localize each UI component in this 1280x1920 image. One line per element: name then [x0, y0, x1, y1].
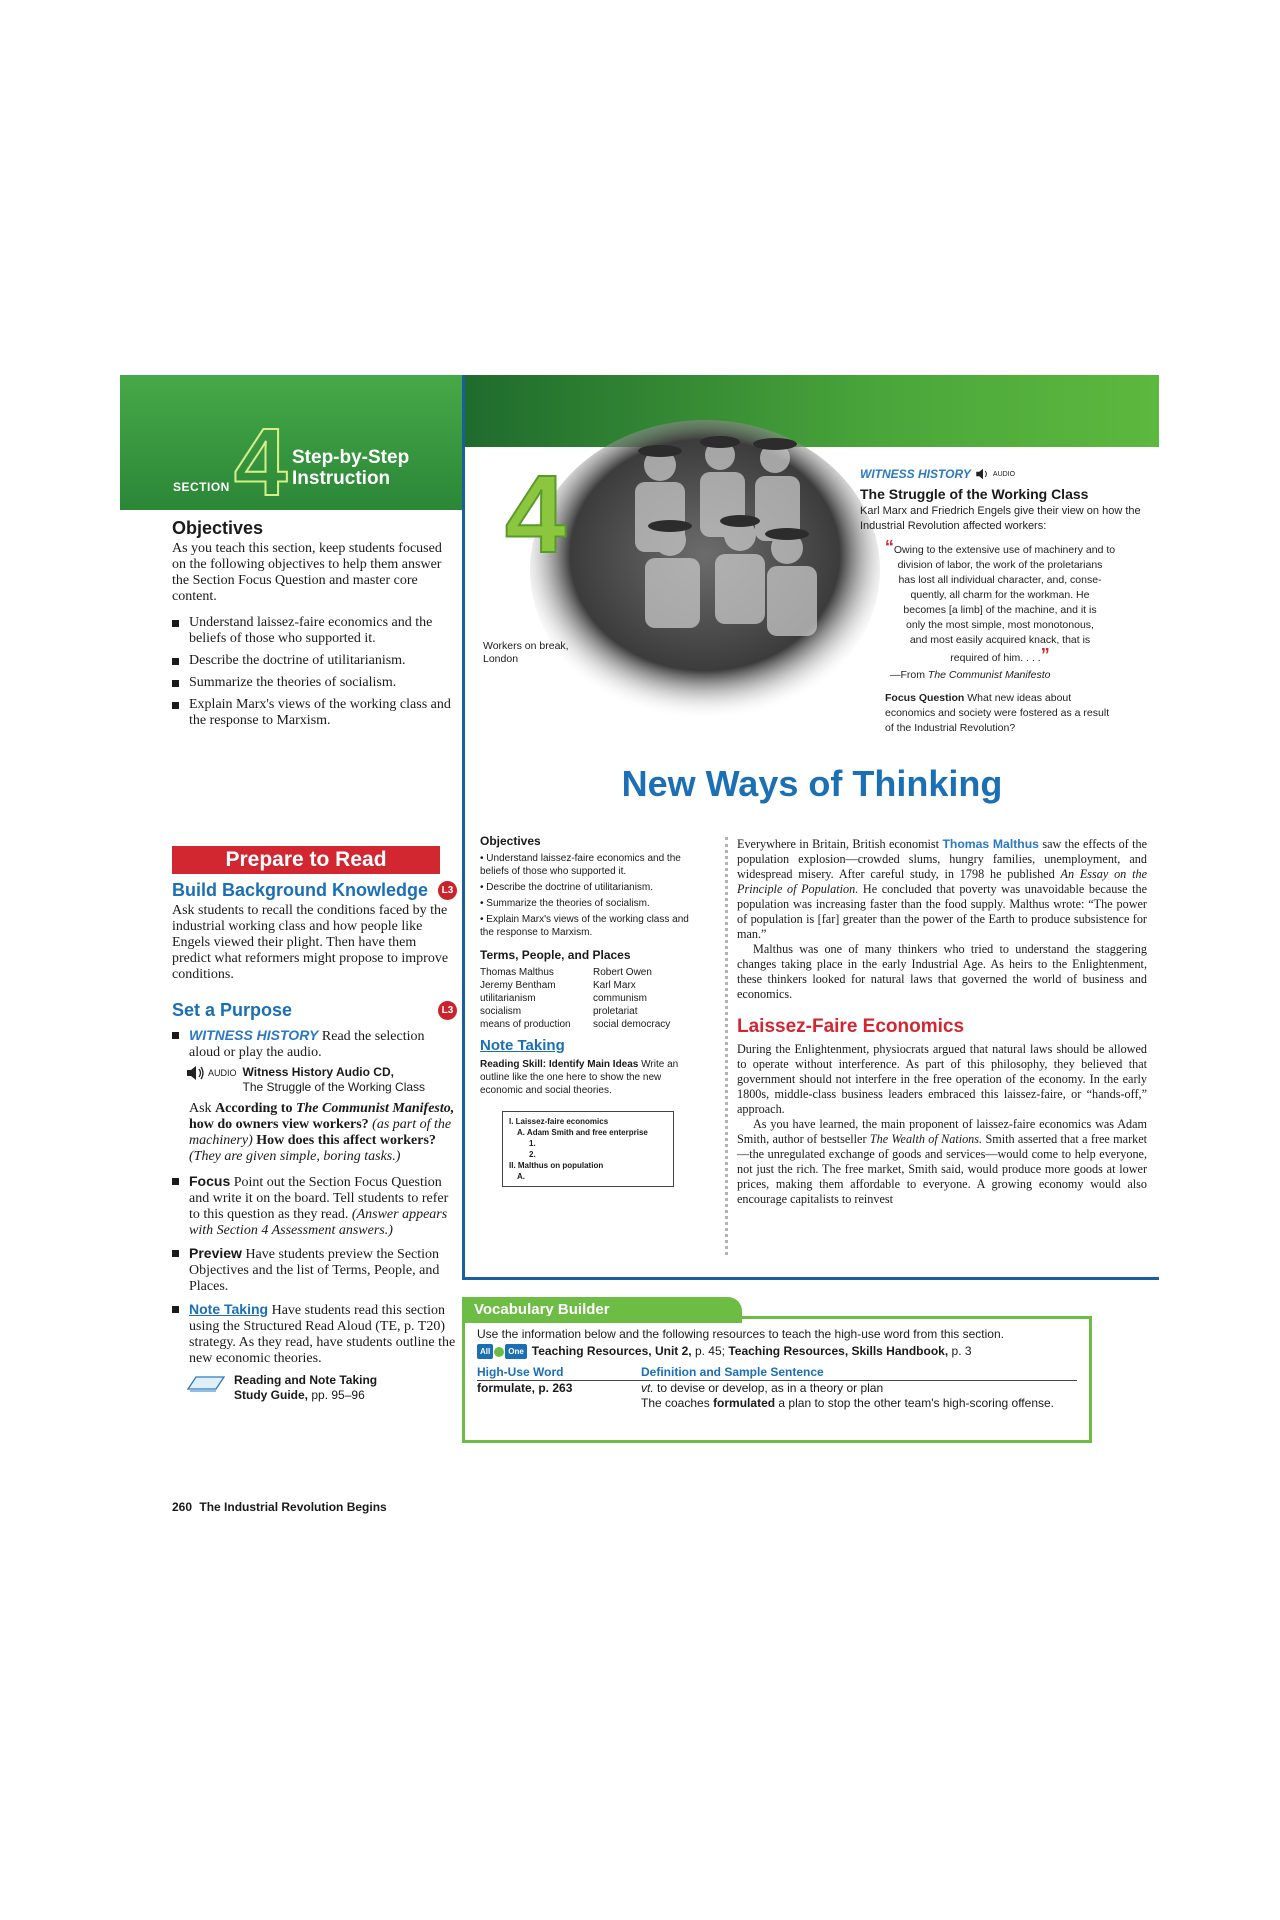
header-title: Step-by-Step Instruction [292, 447, 410, 489]
witness-history-box [860, 467, 1150, 736]
witness-history-label: WITNESS HISTORY [860, 467, 971, 481]
paragraph: Everywhere in Britain, British economist Thomas Malthus saw the effects of the population explosion—crowded slums, hungry families, unemployment, and widespread misery. After careful study, in 1798 he published An Essay on the Principle of Population. He concluded that poverty was unavoidable because the population was increasing faster than the food supply. Malthus wrote: “The power of population is [far] greater than the power of the Earth to produce subsistence for man.” [737, 837, 1148, 941]
main-text [737, 837, 1147, 1207]
open-quote-mark: “ [884, 537, 894, 557]
note-taking-title: Note Taking [480, 1037, 565, 1054]
workers-photo [525, 420, 885, 720]
list-item: • Explain Marx's views of the working class and the response to Marxism. [480, 914, 689, 938]
list-item: WITNESS HISTORY Read the selection aloud or play the audio. [172, 1027, 457, 1061]
terms-title: Terms, People, and Places [480, 948, 631, 962]
section-number: 4 [234, 409, 288, 516]
page-number: 260 [172, 1500, 193, 1514]
paragraph: Malthus was one of many thinkers who tried to understand the staggering changes taking place in the early Industrial Age. As heirs to the Enlightenment, these thinkers looked for natural laws that governed the world of business and economics. [737, 942, 1147, 1001]
badge-icon [493, 1346, 505, 1358]
witness-intro: Karl Marx and Friedrich Engels give their view on how the Industrial Revolution affected workers: [860, 505, 1141, 532]
vocab-table-header: High-Use Word Definition and Sample Sentence [477, 1365, 1077, 1381]
objectives-sidebar: Objectives • Understand laissez-faire economics and the beliefs of those who supported it. • Describe the doctrine of utilitarianism. • Summarize the theories of socialism. • Explain Marx's views of the working class and the response to Marxism. Terms, People, and Places Thomas Malthus Jeremy Bentham utilitarianism socialism means of production Robert Owen Karl Marx communism proletariat social democracy Note Taking Reading Skill: Identify Main Ideas Write an outline like the one here to show the new economic and social theories. I. Laissez-faire economics A. Adam Smith and free enterprise 1. 2. II. Malthus on population A. [480, 835, 705, 1187]
quote-block: “Owing to the extensive use of machinery and to division of labor, the work of the proletarians has lost all individual character, and, conse- quently, all charm for the workman. He becomes [a limb] of the machine, and it is only the most simple, most monotonous, and most easily acquired knack, that is required of him. . . .” [884, 537, 1116, 665]
focus-question: Focus Question What new ideas about economics and society were fostered as a result of the Industrial Revolution? [885, 692, 1110, 734]
section-header [120, 375, 463, 516]
section-number-large: 4 [505, 453, 567, 576]
build-bg-title: Build Background Knowledge [172, 880, 429, 900]
reading-skill: Reading Skill: Identify Main Ideas Write an outline like the one here to show the new economic and social theories. [480, 1059, 679, 1096]
list-item: Focus Point out the Section Focus Question and write it on the board. Tell students to refer to this question as they read. (Answer appears with Section 4 Assessment answers.) [172, 1173, 457, 1239]
prepare-banner: Prepare to Read [172, 846, 440, 874]
terms-list: Thomas Malthus Jeremy Bentham utilitarianism socialism means of production Robert Owen Karl Marx communism proletariat social democracy [480, 967, 671, 1030]
section-label: SECTION [173, 480, 230, 494]
table-row: formulate, p. 263 vt. to devise or develop, as in a theory or plan The coaches formulated a plan to stop the other team's high-scoring offense. [477, 1381, 1054, 1410]
list-item: Summarize the theories of socialism. [172, 675, 452, 691]
set-purpose [172, 1000, 457, 1403]
objectives-block [172, 518, 452, 735]
study-guide: Reading and Note Taking Study Guide, pp. 95–96 [186, 1373, 457, 1403]
all-in-one-logo: All One [477, 1344, 527, 1359]
close-quote-mark: ” [1040, 645, 1050, 665]
ask-block: Ask According to The Communist Manifesto, how do owners view workers? (as part of the machinery) How does this affect workers? (They are given simple, boring tasks.) [189, 1101, 455, 1164]
vocab-title: Vocabulary Builder [462, 1297, 742, 1323]
list-item: • Understand laissez-faire economics and the beliefs of those who supported it. [480, 853, 681, 877]
level-badge: L3 [438, 881, 457, 900]
objectives-list [172, 615, 452, 729]
quote-source: —From The Communist Manifesto [890, 669, 1051, 681]
audio-label: AUDIO [208, 1068, 237, 1078]
photo-caption: Workers on break, London [483, 640, 569, 665]
notebook-icon [186, 1373, 230, 1393]
level-badge: L3 [438, 1001, 457, 1020]
vocab-builder [462, 1316, 1092, 1443]
book-title: The Industrial Revolution Begins [199, 1500, 387, 1514]
paragraph: As you have learned, the main proponent of laissez-faire economics was Adam Smith, author of bestseller The Wealth of Nations. Smith asserted that a free market—the unregulated exchange of goods and services—would come to help everyone, not just the rich. The free market, Smith said, would produce more goods at lower prices, making them affordable to everyone. A growing economy would also encourage capitalists to reinvest [737, 1117, 1148, 1206]
objectives-intro: As you teach this section, keep students focused on the following objectives to help them answer the Section Focus Question and master core content. [172, 541, 442, 604]
student-page [462, 375, 1159, 1280]
list-item: Describe the doctrine of utilitarianism. [172, 653, 452, 669]
term-thomas-malthus: Thomas Malthus [942, 837, 1039, 851]
outline-box: I. Laissez-faire economics A. Adam Smith and free enterprise 1. 2. II. Malthus on population A. [502, 1111, 674, 1187]
list-item: • Summarize the theories of socialism. [480, 898, 650, 909]
page-footer [172, 1500, 387, 1514]
witness-title: The Struggle of the Working Class [860, 486, 1089, 502]
build-bg-text: Ask students to recall the conditions faced by the industrial working class and how people like Engels viewed their plight. Then have them predict what reformers might propose to improve conditions. [172, 903, 449, 982]
list-item: • Describe the doctrine of utilitarianism. [480, 882, 654, 893]
audio-cd: AUDIO Witness History Audio CD, The Struggle of the Working Class [186, 1065, 457, 1095]
speaker-icon [186, 1065, 206, 1081]
witness-history-label: WITNESS HISTORY [189, 1027, 319, 1043]
column-divider [725, 837, 728, 1255]
vocab-intro: Use the information below and the following resources to teach the high-use word from this section. [477, 1327, 1004, 1341]
resources-line: All One Teaching Resources, Unit 2, p. 45; Teaching Resources, Skills Handbook, p. 3 [477, 1344, 1077, 1359]
list-item: Understand laissez-faire economics and the beliefs of those who supported it. [172, 615, 452, 647]
speaker-icon [975, 468, 991, 480]
list-item: Note Taking Have students read this section using the Structured Read Aloud (TE, p. T20) strategy. As they read, have students outline the new economic theories. [172, 1301, 457, 1367]
audio-label: AUDIO [992, 470, 1016, 478]
objectives-title: Objectives [172, 518, 264, 538]
list-item: Preview Have students preview the Section Objectives and the list of Terms, People, and Places. [172, 1245, 457, 1295]
page-title: New Ways of Thinking [621, 763, 1003, 804]
list-item: Explain Marx's views of the working class and the response to Marxism. [172, 697, 452, 729]
laissez-faire-heading: Laissez-Faire Economics [737, 1016, 965, 1037]
vocab-word: formulate, p. 263 [477, 1381, 573, 1395]
paragraph: During the Enlightenment, physiocrats argued that natural laws should be allowed to operate without interference. As part of this philosophy, they believed that government should not interfere in the free operation of the economy. In the early 1800s, middle-class business leaders embraced this laissez-faire, or “hands-off,” approach. [737, 1042, 1147, 1116]
set-purpose-title: Set a Purpose [172, 1000, 293, 1020]
build-background [172, 880, 457, 983]
